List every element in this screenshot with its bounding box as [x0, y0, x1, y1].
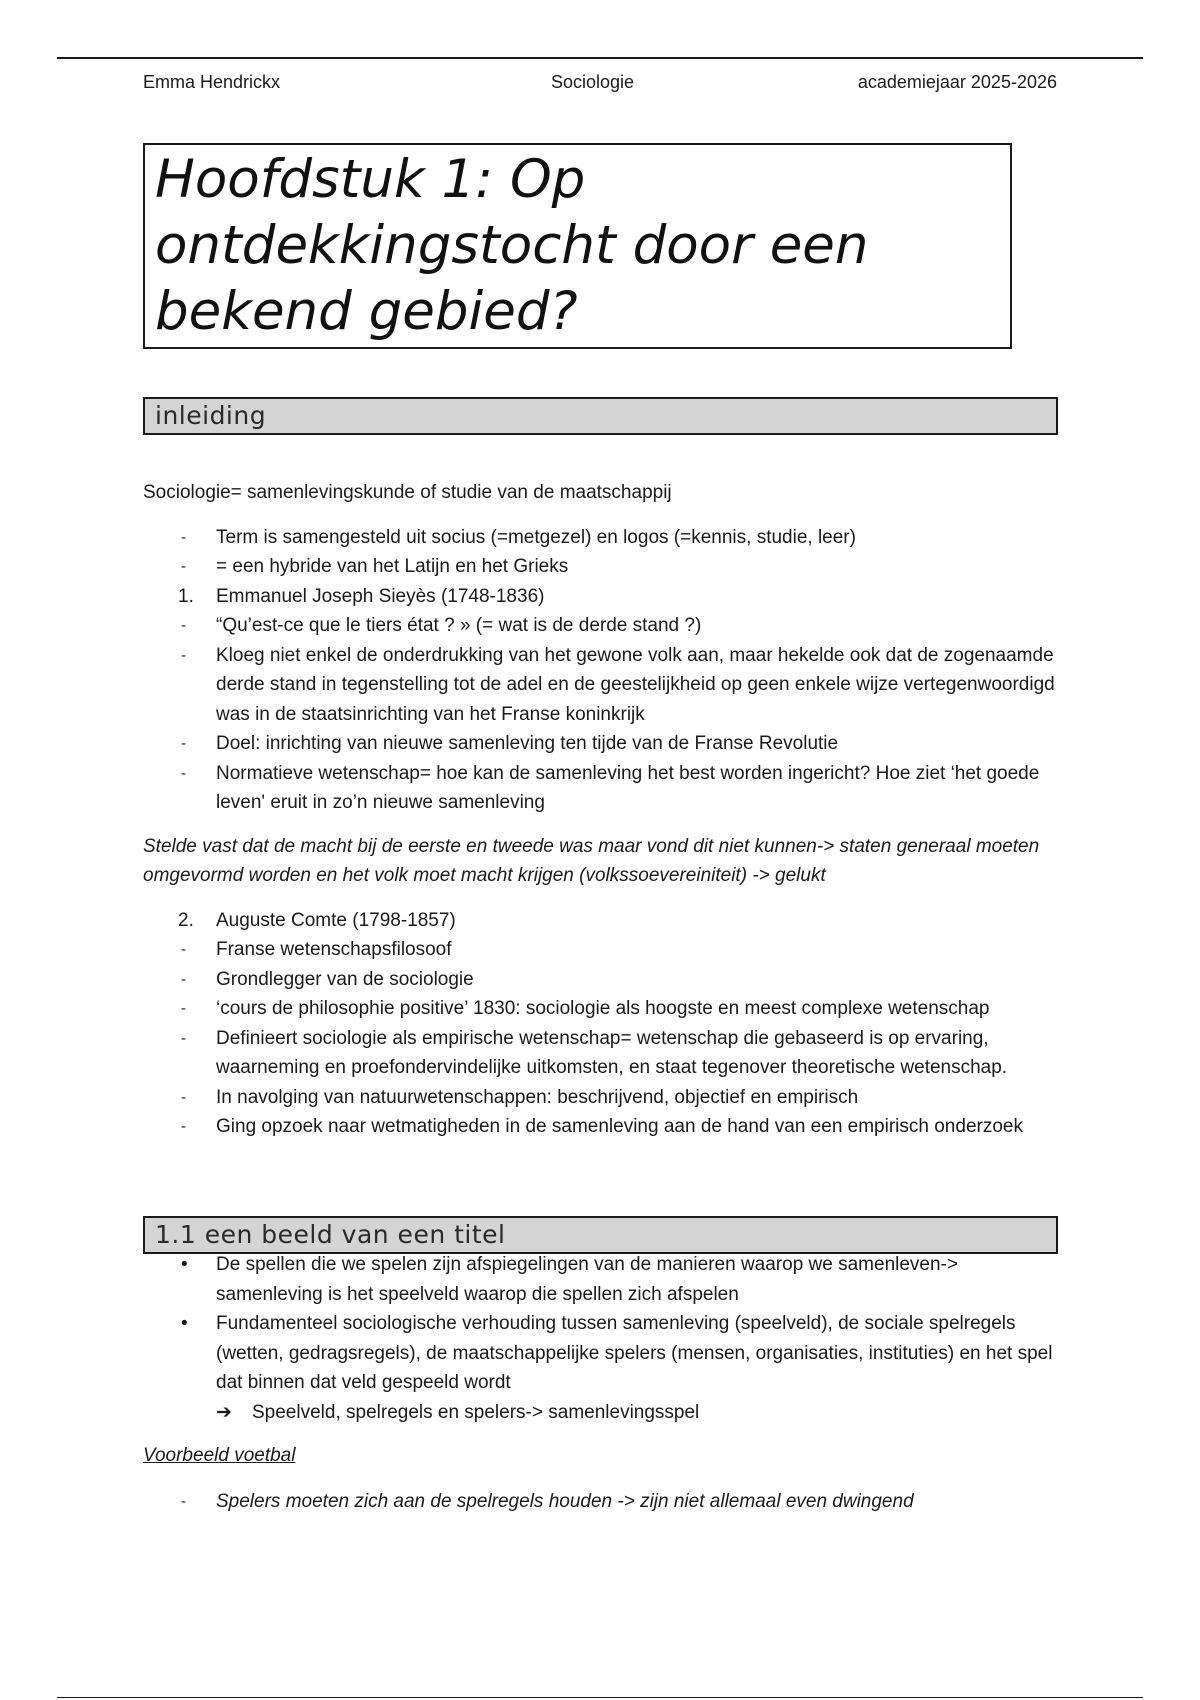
list-item: • Fundamenteel sociologische verhouding tussen samenleving (speelveld), de sociale spelregels (wetten, gedragsregels), de maatschappelijke spelers (mensen, organisaties, instituties) en het spel dat binnen dat veld gespeeld wordt — [181, 1313, 1053, 1393]
arrow-item: ➔ Speelveld, spelregels en spelers-> samenlevingsspel — [143, 1398, 1063, 1428]
list-item: - ‘cours de philosophie positive’ 1830: sociologie als hoogste en meest complexe wetenschap — [181, 998, 990, 1019]
example-list — [143, 1487, 1063, 1517]
list-item: - “Qu’est-ce que le tiers état ? » (= wat is de derde stand ?) — [181, 615, 702, 636]
section-heading-1-1: 1.1 een beeld van een titel — [143, 1216, 1058, 1254]
game-bullet-list — [143, 1250, 1063, 1398]
example-heading: Voorbeeld voetbal — [143, 1445, 296, 1466]
list-item: - Kloeg niet enkel de onderdrukking van het gewone volk aan, maar hekelde ook dat de zogenaamde derde stand in tegenstelling tot de adel en de geestelijkheid op geen enkele wijze vertegenwoordigd was in de staatsinrichting van het Franse koninkrijk — [181, 644, 1055, 725]
arrow-right-icon: ➔ — [216, 1401, 232, 1423]
header-rule — [57, 57, 1143, 59]
definition-text: Sociologie= samenlevingskunde of studie van de maatschappij — [143, 482, 672, 503]
header-subject: Sociologie — [551, 72, 635, 92]
list-item: - Doel: inrichting van nieuwe samenleving ten tijde van de Franse Revolutie — [181, 733, 839, 754]
chapter-title-box — [143, 143, 1012, 349]
header-year: academiejaar 2025-2026 — [857, 72, 1057, 92]
list-item: - Grondlegger van de sociologie — [181, 968, 474, 990]
list-item: • De spellen die we spelen zijn afspiegelingen van de manieren waarop we samenleven-> samenleving is het speelveld waarop die spellen zich afspelen — [181, 1254, 958, 1305]
list-item: - Definieert sociologie als empirische wetenschap= wetenschap die gebaseerd is op ervaring, waarneming en proefondervindelijke uitkomsten, en staat tegenover theoretische wetenschap. — [181, 1027, 1008, 1078]
section-heading-inleiding: inleiding — [143, 397, 1058, 435]
list-item: - Spelers moeten zich aan de spelregels houden -> zijn niet allemaal even dwingend — [181, 1490, 914, 1512]
header-author: Emma Hendrickx — [143, 72, 281, 92]
list-item: - Normatieve wetenschap= hoe kan de samenleving het best worden ingericht? Hoe ziet ‘het goede leven' eruit in zo’n nieuwe samenleving — [181, 762, 1040, 813]
footer-rule — [57, 1697, 1143, 1698]
list-item: - In navolging van natuurwetenschappen: beschrijvend, objectief en empirisch — [181, 1086, 859, 1108]
title-line-3: bekend gebied? — [155, 281, 578, 342]
comte-list — [143, 906, 1063, 1142]
list-item: - Ging opzoek naar wetmatigheden in de samenleving aan de hand van een empirisch onderzoek — [181, 1116, 1023, 1137]
numbered-item-comte: 2. Auguste Comte (1798-1857) — [178, 909, 456, 931]
term-list — [143, 523, 1063, 818]
title-line-1: Hoofdstuk 1: Op — [155, 149, 586, 210]
chapter-title — [155, 147, 1010, 345]
list-item: - Franse wetenschapsfilosoof — [181, 939, 452, 960]
list-item: - Term is samengesteld uit socius (=metgezel) en logos (=kennis, studie, leer) — [181, 526, 856, 548]
numbered-item-sieyes: 1. Emmanuel Joseph Sieyès (1748-1836) — [178, 585, 545, 607]
list-item: - = een hybride van het Latijn en het Grieks — [181, 556, 569, 577]
section1-content — [143, 478, 1063, 1142]
title-line-2: ontdekkingstocht door een — [155, 215, 869, 276]
page-header — [143, 72, 1057, 96]
italic-note: Stelde vast dat de macht bij de eerste en tweede was maar vond dit niet kunnen-> staten generaal moeten omgevormd worden en het volk moet macht krijgen (volkssoevereiniteit) -> gelukt — [143, 835, 1040, 886]
section2-content — [143, 1250, 1063, 1516]
